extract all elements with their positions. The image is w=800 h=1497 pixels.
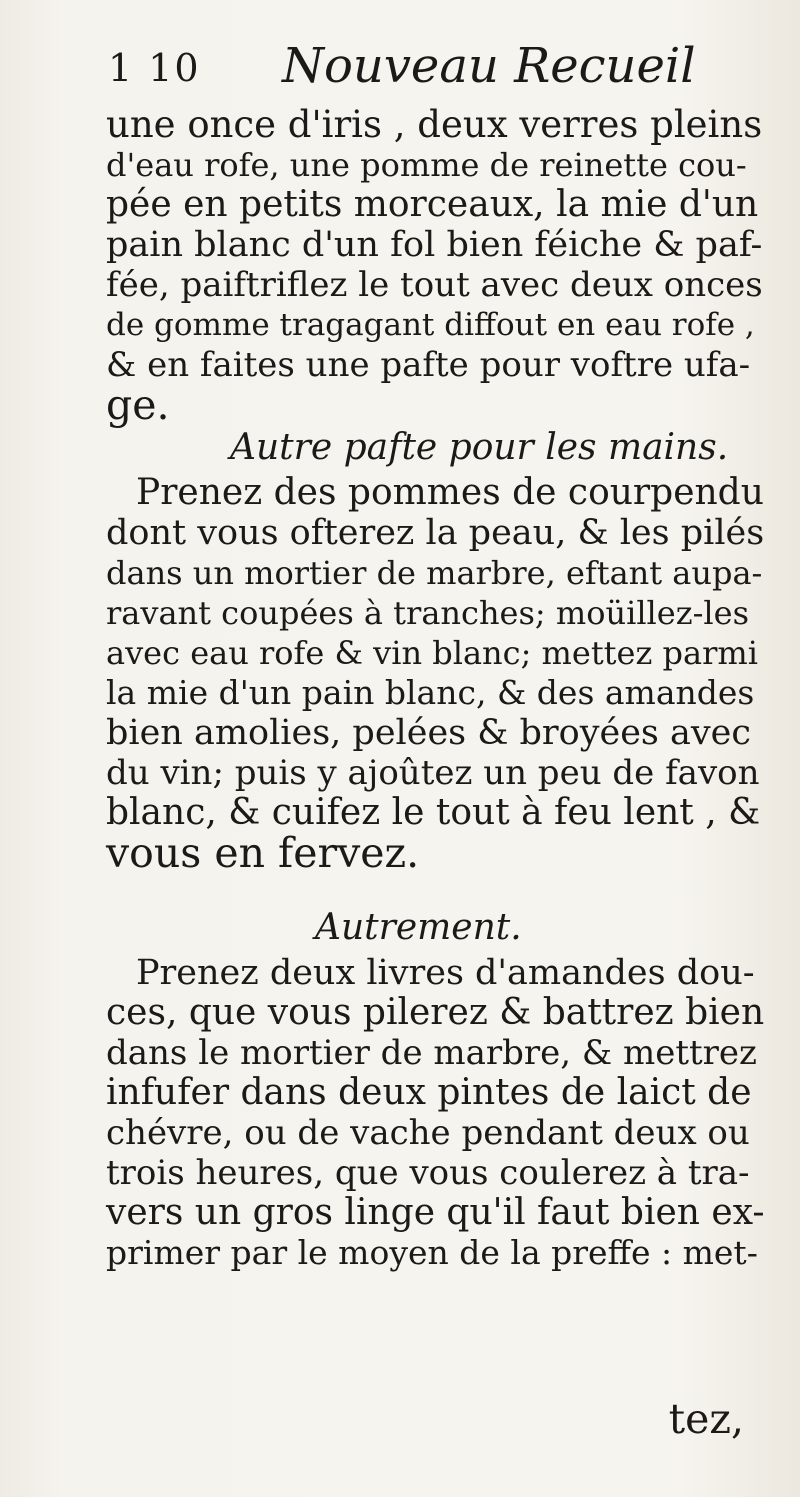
text-line: vous en fervez. [106, 829, 420, 877]
text-line: dans le mortier de marbre, & mettrez [106, 1033, 757, 1073]
text-line: de gomme tragagant diffout en eau rofe , [106, 307, 755, 343]
text-line: trois heures, que vous coulerez à tra- [106, 1153, 750, 1193]
text-line: pée en petits morceaux, la mie d'un [106, 184, 759, 225]
text-line: la mie d'un pain blanc, & des amandes [106, 673, 755, 712]
text-line: infufer dans deux pintes de laict de [106, 1072, 752, 1113]
text-line: Prenez deux livres d'amandes dou- [136, 953, 755, 993]
text-line: & en faites une pafte pour voftre ufa- [106, 345, 751, 385]
text-line: dans un mortier de marbre, eftant aupa- [106, 554, 763, 592]
section-heading: Autre pafte pour les mains. [230, 427, 729, 468]
text-line: ge. [106, 381, 170, 429]
text-line: une once d'iris , deux verres pleins [106, 103, 763, 146]
page-number: 1 10 [108, 46, 201, 90]
catchword: tez, [668, 1395, 744, 1443]
text-line: vers un gros linge qu'il faut bien ex- [106, 1192, 765, 1233]
running-title: Nouveau Recueil [282, 38, 696, 94]
text-line: du vin; puis y ajoûtez un peu de favon [106, 753, 760, 793]
text-line: dont vous ofterez la peau, & les pilés [106, 513, 765, 553]
text-line: avec eau rofe & vin blanc; mettez parmi [106, 634, 758, 672]
text-line: primer par le moyen de la preffe : met- [106, 1233, 758, 1272]
text-line: chévre, ou de vache pendant deux ou [106, 1113, 750, 1153]
text-line: d'eau rofe, une pomme de reinette cou- [106, 146, 747, 184]
text-line: pain blanc d'un fol bien féiche & paf- [106, 225, 763, 265]
text-line: ravant coupées à tranches; moüillez-les [106, 594, 749, 632]
text-line: blanc, & cuifez le tout à feu lent , & [106, 792, 761, 833]
page-header [108, 38, 748, 98]
text-line: fée, paiftriflez le tout avec deux onces [106, 265, 763, 305]
text-line: bien amolies, pelées & broyées avec [106, 713, 751, 753]
section-heading: Autrement. [315, 907, 522, 948]
text-line: Prenez des pommes de courpendu [136, 472, 764, 513]
text-line: ces, que vous pilerez & battrez bien [106, 992, 765, 1033]
